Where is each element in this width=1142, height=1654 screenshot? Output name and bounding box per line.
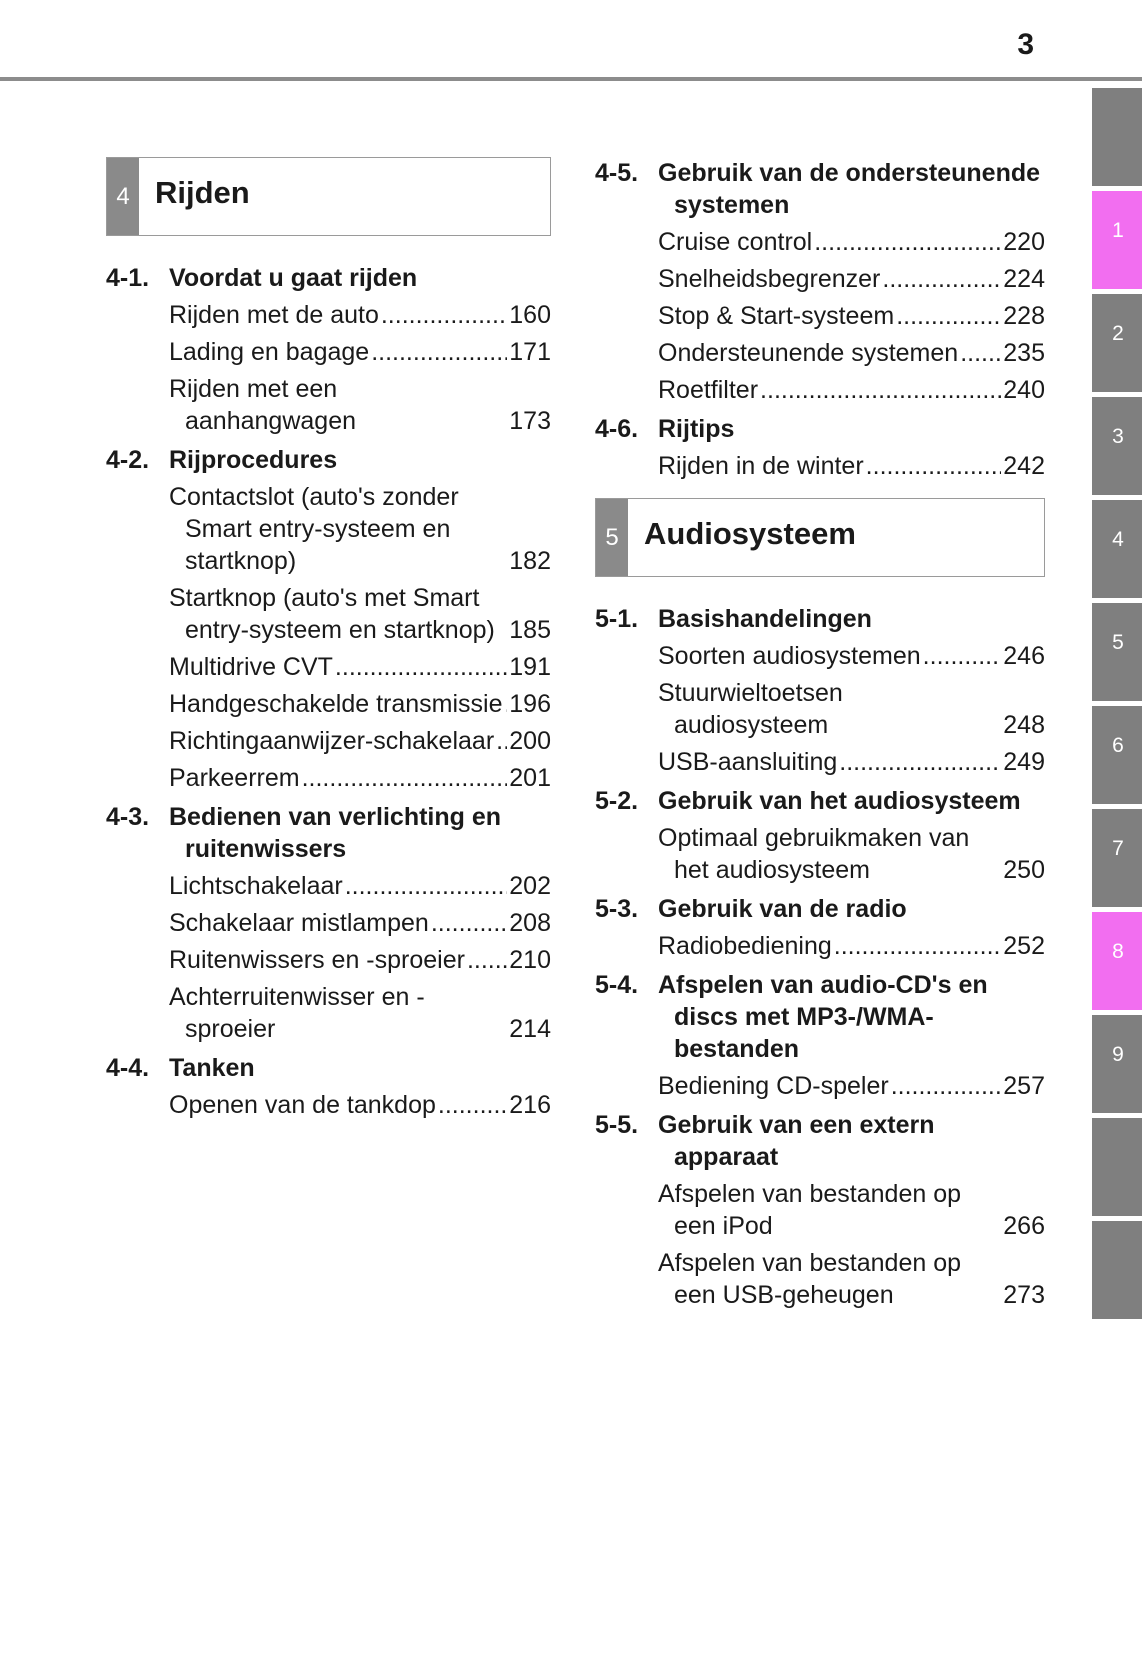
dot-leader	[302, 762, 508, 794]
toc-section	[595, 413, 1045, 482]
chapter-4-header	[106, 157, 551, 236]
toc-section	[595, 1109, 1045, 1311]
section-title[interactable]	[595, 785, 1045, 817]
entry-page-number: 257	[1003, 1072, 1045, 1100]
entry-page-number: 214	[509, 1015, 551, 1043]
toc-entry[interactable]	[658, 822, 1045, 886]
dot-leader	[960, 337, 1001, 369]
right-column	[595, 150, 1045, 1311]
dot-leader	[839, 746, 1001, 778]
chapter-tab-5[interactable]: 5	[1092, 603, 1142, 701]
dot-leader	[371, 336, 507, 368]
chapter-tab-1[interactable]: 1	[1092, 191, 1142, 289]
entry-page-number: 240	[1003, 376, 1045, 404]
entry-label: Ondersteunende systemen	[658, 339, 959, 367]
entry-page-number: 201	[509, 764, 551, 792]
entry-label: Rijden met de auto	[169, 301, 379, 329]
toc-entry[interactable]	[658, 226, 1045, 258]
entry-label: Roetfilter	[658, 376, 759, 404]
dot-leader	[760, 374, 1001, 406]
toc-entry[interactable]	[658, 374, 1045, 406]
entry-page-number: 202	[509, 872, 551, 900]
toc-entry[interactable]	[658, 677, 1045, 741]
toc-entry[interactable]	[169, 582, 551, 646]
section-number: 5-3.	[595, 895, 639, 923]
entry-page-number: 200	[509, 727, 551, 755]
dot-leader	[496, 725, 507, 757]
entry-label: Schakelaar mistlampen	[169, 909, 429, 937]
section-title-text: Rijtips	[658, 415, 735, 443]
section-title[interactable]	[595, 969, 1045, 1065]
chapter-tab-4[interactable]: 4	[1092, 500, 1142, 598]
entry-label: Afspelen van bestanden op een iPod	[658, 1180, 962, 1240]
chapter-tab[interactable]	[1092, 1221, 1142, 1319]
dot-leader	[335, 651, 507, 683]
toc-section	[595, 157, 1045, 406]
chapter-tab[interactable]	[1092, 1118, 1142, 1216]
section-title-text: Afspelen van audio-CD's en discs met MP3-/WMA-bestanden	[658, 971, 988, 1063]
section-number: 4-5.	[595, 159, 639, 187]
dot-leader	[431, 907, 507, 939]
section-title-text: Gebruik van de radio	[658, 895, 907, 923]
entry-label: Radiobediening	[658, 932, 832, 960]
dot-leader	[866, 450, 1002, 482]
section-title-text: Bedienen van verlichting en ruitenwissers	[169, 803, 502, 863]
toc-entry[interactable]	[658, 450, 1045, 482]
entry-page-number: 196	[509, 690, 551, 718]
header-rule	[0, 77, 1142, 81]
toc-entry[interactable]	[169, 481, 551, 577]
section-title-text: Basishandelingen	[658, 605, 872, 633]
toc-entry[interactable]	[658, 640, 1045, 672]
section-title-text: Rijprocedures	[169, 446, 338, 474]
entry-label: Startknop (auto's met Smart entry-systeem en startknop)	[169, 584, 495, 644]
chapter-title: Audiosysteem	[644, 515, 856, 551]
chapter-5-header	[595, 498, 1045, 577]
entry-label: Snelheidsbegrenzer	[658, 265, 881, 293]
section-number: 4-3.	[106, 803, 150, 831]
chapter-4-sections	[106, 262, 551, 1121]
toc-entry[interactable]	[658, 337, 1045, 369]
section-title[interactable]	[106, 801, 551, 865]
toc-entry[interactable]	[658, 263, 1045, 295]
section-title[interactable]	[595, 413, 1045, 445]
section-number: 5-4.	[595, 971, 639, 999]
toc-entry[interactable]	[658, 1070, 1045, 1102]
section-title-text: Tanken	[169, 1054, 255, 1082]
section-number: 5-5.	[595, 1111, 639, 1139]
toc-entry[interactable]	[169, 725, 551, 757]
section-number: 5-2.	[595, 787, 639, 815]
entry-label: Soorten audiosystemen	[658, 642, 921, 670]
entry-page-number: 246	[1003, 642, 1045, 670]
entry-page-number: 173	[509, 407, 551, 435]
entry-page-number: 208	[509, 909, 551, 937]
chapter-5-sections	[595, 603, 1045, 1311]
entry-page-number: 242	[1003, 452, 1045, 480]
entry-label: Achterruitenwisser en -sproeier	[169, 983, 425, 1043]
dot-leader	[505, 688, 508, 720]
entry-page-number: 182	[509, 547, 551, 575]
dot-leader	[882, 263, 1001, 295]
chapter-number: 4	[107, 158, 139, 235]
toc-section	[595, 969, 1045, 1102]
section-number: 4-2.	[106, 446, 150, 474]
entry-label: Optimaal gebruikmaken van het audiosysteem	[658, 824, 970, 884]
dot-leader	[891, 1070, 1002, 1102]
toc-entry[interactable]	[169, 688, 551, 720]
section-number: 4-6.	[595, 415, 639, 443]
section-title-text: Voordat u gaat rijden	[169, 264, 418, 292]
section-title[interactable]	[595, 603, 1045, 635]
toc-entry[interactable]	[658, 1178, 1045, 1242]
section-title-text: Gebruik van een extern apparaat	[658, 1111, 935, 1171]
chapter-tab-2[interactable]: 2	[1092, 294, 1142, 392]
dot-leader	[345, 870, 508, 902]
entry-label: Rijden met een aanhangwagen	[169, 375, 356, 435]
toc-section	[106, 1052, 551, 1121]
toc-section	[106, 801, 551, 1045]
entry-page-number: 171	[509, 338, 551, 366]
toc-entry[interactable]	[658, 930, 1045, 962]
entry-label: Ruitenwissers en -sproeier	[169, 946, 465, 974]
toc-entry[interactable]	[169, 870, 551, 902]
toc-entry[interactable]	[658, 300, 1045, 332]
dot-leader	[381, 299, 507, 331]
section-title[interactable]	[106, 262, 551, 294]
entry-page-number: 248	[1003, 711, 1045, 739]
page-number: 3	[1017, 28, 1034, 61]
dot-leader	[814, 226, 1001, 258]
chapter-number: 5	[596, 499, 628, 576]
toc-entry[interactable]	[169, 944, 551, 976]
toc-entry[interactable]	[169, 762, 551, 794]
chapter-tab-8[interactable]: 8	[1092, 912, 1142, 1010]
toc-entry[interactable]	[169, 336, 551, 368]
dot-leader	[923, 640, 1002, 672]
entry-label: Lading en bagage	[169, 338, 370, 366]
entry-page-number: 228	[1003, 302, 1045, 330]
section-title-text: Gebruik van de ondersteunende systemen	[658, 159, 1041, 219]
section-title[interactable]	[106, 444, 551, 476]
entry-label: Bediening CD-speler	[658, 1072, 889, 1100]
toc-section	[595, 603, 1045, 778]
toc-section	[595, 785, 1045, 886]
chapter-tab-7[interactable]: 7	[1092, 809, 1142, 907]
entry-page-number: 266	[1003, 1212, 1045, 1240]
entry-label: Handgeschakelde transmissie	[169, 690, 503, 718]
entry-page-number: 235	[1003, 339, 1045, 367]
toc-entry[interactable]	[169, 651, 551, 683]
entry-label: Openen van de tankdop	[169, 1091, 436, 1119]
entry-page-number: 210	[509, 946, 551, 974]
entry-label: Contactslot (auto's zonder Smart entry-systeem en startknop)	[169, 483, 459, 575]
toc-entry[interactable]	[169, 373, 551, 437]
entry-page-number: 252	[1003, 932, 1045, 960]
toc-entry[interactable]	[169, 981, 551, 1045]
section-title[interactable]	[595, 157, 1045, 221]
toc-entry[interactable]	[169, 1089, 551, 1121]
chapter-tab[interactable]	[1092, 88, 1142, 186]
entry-label: Parkeerrem	[169, 764, 300, 792]
toc-section	[595, 893, 1045, 962]
section-number: 5-1.	[595, 605, 639, 633]
entry-page-number: 220	[1003, 228, 1045, 256]
section-title[interactable]	[595, 1109, 1045, 1173]
section-title-text: Gebruik van het audiosysteem	[658, 787, 1021, 815]
chapter-4-continued-sections	[595, 157, 1045, 482]
entry-page-number: 191	[509, 653, 551, 681]
entry-page-number: 249	[1003, 748, 1045, 776]
entry-page-number: 185	[509, 616, 551, 644]
chapter-tab-6[interactable]: 6	[1092, 706, 1142, 804]
entry-page-number: 273	[1003, 1281, 1045, 1309]
toc-section	[106, 262, 551, 437]
entry-label: Afspelen van bestanden op een USB-geheugen	[658, 1249, 962, 1309]
entry-label: Stuurwieltoetsen audiosysteem	[658, 679, 843, 739]
section-number: 4-1.	[106, 264, 150, 292]
chapter-tab-3[interactable]: 3	[1092, 397, 1142, 495]
toc-entry[interactable]	[658, 1247, 1045, 1311]
entry-page-number: 216	[509, 1091, 551, 1119]
dot-leader	[467, 944, 507, 976]
entry-label: Stop & Start-systeem	[658, 302, 895, 330]
section-title[interactable]	[106, 1052, 551, 1084]
toc-section	[106, 444, 551, 794]
entry-label: Richtingaanwijzer-schakelaar	[169, 727, 495, 755]
dot-leader	[438, 1089, 507, 1121]
section-number: 4-4.	[106, 1054, 150, 1082]
entry-page-number: 250	[1003, 856, 1045, 884]
dot-leader	[834, 930, 1002, 962]
entry-label: Rijden in de winter	[658, 452, 864, 480]
section-title[interactable]	[595, 893, 1045, 925]
entry-label: Cruise control	[658, 228, 813, 256]
chapter-title: Rijden	[155, 174, 250, 210]
entry-page-number: 160	[509, 301, 551, 329]
entry-page-number: 224	[1003, 265, 1045, 293]
chapter-tab-9[interactable]: 9	[1092, 1015, 1142, 1113]
toc-entry[interactable]	[169, 907, 551, 939]
left-column	[106, 157, 551, 1121]
entry-label: USB-aansluiting	[658, 748, 838, 776]
toc-entry[interactable]	[169, 299, 551, 331]
entry-label: Lichtschakelaar	[169, 872, 343, 900]
entry-label: Multidrive CVT	[169, 653, 333, 681]
toc-entry[interactable]	[658, 746, 1045, 778]
dot-leader	[896, 300, 1001, 332]
